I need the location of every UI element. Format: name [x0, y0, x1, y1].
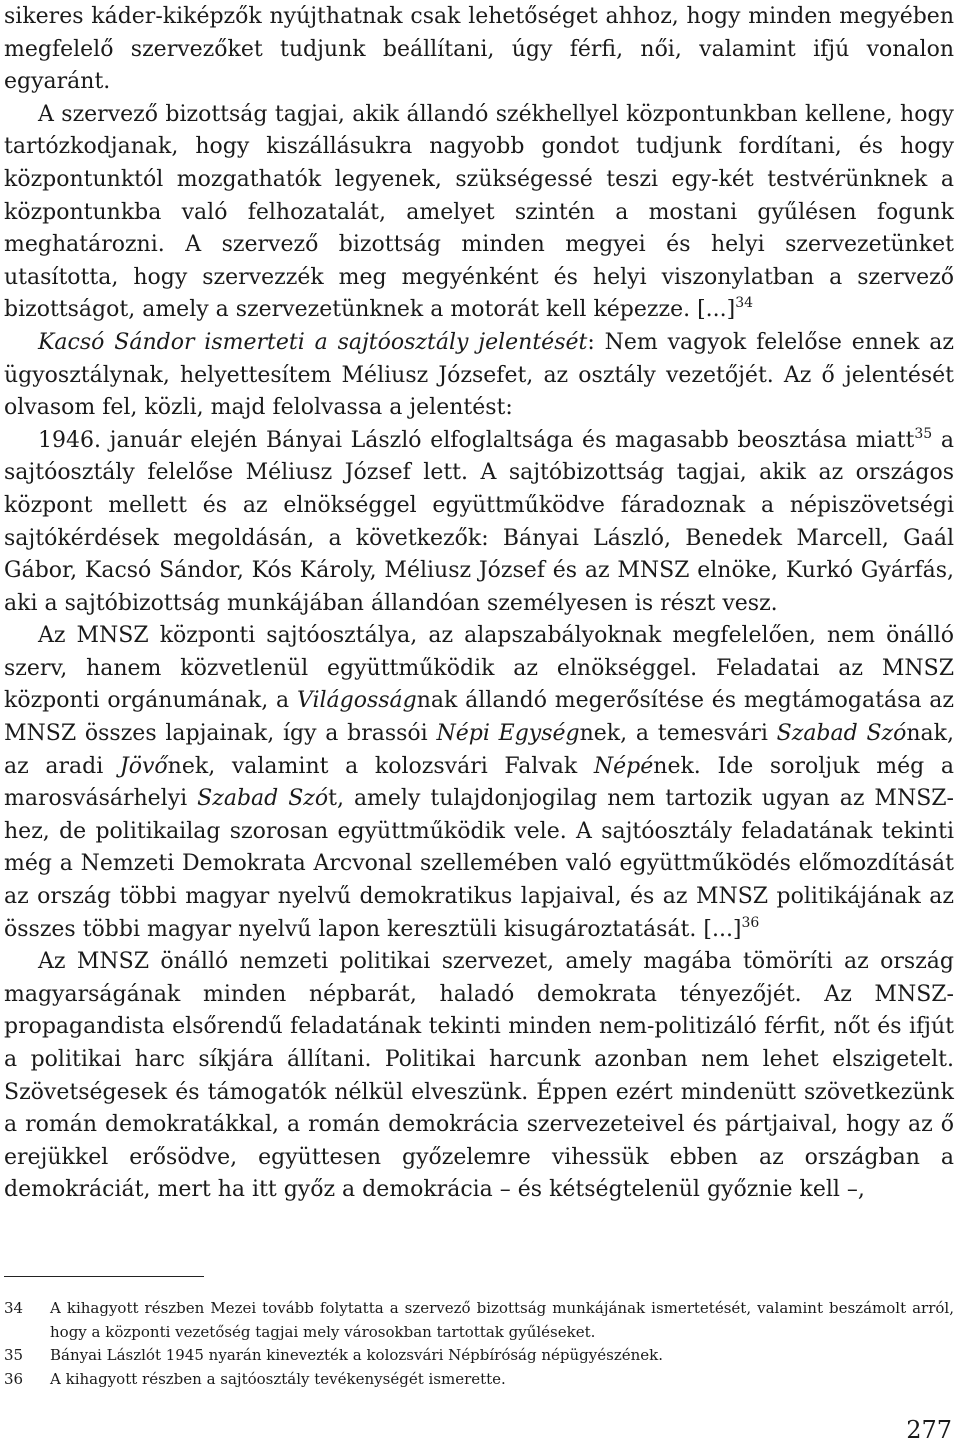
paragraph	[4, 425, 954, 621]
text-run: t, amely tulajdonjogilag nem tartozik ugyan az MNSZ-hez, de politikailag szorosan együttműködik vele. A sajtóosztály feladatának tekinti még a Nemzeti Demokrata Arcvonal szellemében való együttműködés előmozdítását az ország többi magyar nyelvű demokratikus lapjaival, és az MNSZ politikájának az összes többi magyar nyelvű lapon keresztüli kisugároztatását. [...]	[4, 786, 954, 942]
paragraph	[4, 327, 954, 425]
footnote-text: Bányai Lászlót 1945 nyarán kinevezték a kolozsvári Népbíróság népügyészének.	[50, 1346, 663, 1364]
text-run: nek. Ide soroljuk még a marosvásárhelyi	[4, 753, 955, 812]
footnote-text: A kihagyott részben a sajtóosztály tevékenységét ismerette.	[50, 1369, 506, 1388]
italic-text: Világosság	[296, 688, 417, 714]
italic-text: Szabad Szó	[197, 786, 329, 812]
text-run: nak állandó megerősítése és megtámogatása az MNSZ összes lapjainak, így a brassói	[4, 688, 954, 747]
text-run: Az MNSZ központi sajtóosztálya, az alapszabályoknak megfelelően, nem önálló szerv, hanem közvetlenül együttműködik az elnökséggel. Feladatai az MNSZ központi orgánumának, a	[4, 623, 954, 714]
footnote	[4, 1368, 954, 1392]
text-run: nak, az aradi	[4, 721, 954, 779]
italic-text: Népi Egység	[436, 721, 580, 747]
page-number: 277	[906, 1416, 952, 1444]
body-text	[4, 0, 954, 1207]
footnote-number: 36	[4, 1369, 24, 1388]
text-run: sikeres káder-kiképzők nyújthatnak csak lehetőséget ahhoz, hogy minden megyében megfelelő szervezőket tudjunk beállítani, úgy férfi, női, valamint ifjú vonalon egyaránt.	[4, 4, 954, 95]
paragraph	[4, 620, 954, 946]
text-run: a sajtóosztály felelőse Méliusz József lett. A sajtóbizottság tagjai, akik az országos központ mellett és az elnökséggel együttműködve fáradoznak a népiszövetségi sajtókérdések megoldásán, a következők: Bányai László, Benedek Marcell, Gaál Gábor, Kacsó Sándor, Kós Károly, Méliusz József és az MNSZ elnöke, Kurkó Gyárfás, aki a sajtóbizottság munkájában állandóan személyesen is részt vesz.	[4, 427, 954, 616]
footnote-reference: 34	[735, 295, 754, 312]
footnote-number: 35	[4, 1346, 24, 1364]
text-run: nek, valamint a kolozsvári Falvak	[167, 753, 594, 779]
paragraph	[4, 99, 954, 327]
text-run: 1946. január elején Bányai László elfoglaltsága és magasabb beosztása miatt	[38, 427, 915, 453]
footnote-reference: 36	[741, 914, 760, 931]
italic-text: Jövő	[119, 753, 168, 779]
footnote-number: 34	[4, 1299, 24, 1317]
page-body	[4, 0, 954, 1207]
footnote	[4, 1297, 954, 1344]
paragraph	[4, 1, 954, 99]
footnotes	[4, 1297, 954, 1391]
text-run: nek, a temesvári	[579, 721, 777, 747]
text-run: : Nem vagyok felelőse ennek az ügyosztálynak, helyettesítem Méliusz Józsefet, az osztály vezetőjét. Az ő jelentését olvasom fel, közli, majd felolvassa a jelentést:	[4, 329, 954, 421]
text-run: A szervező bizottság tagjai, akik állandó székhellyel központunkban kellene, hogy tartózkodjanak, hogy kiszállásukra nagyobb gondot tudjunk fordítani, és hogy központunktól mozgathatók legyenek, szükségessé teszi egy-két testvérünknek a központunkba való felhozatalát, amelyet szintén a mostani gyűlésen fogunk meghatározni. A szervező bizottság minden megyei és helyi szervezetünket utasította, hogy szervezzék meg megyénként és helyi viszonylatban a szervező bizottságot, amely a szervezetünknek a motorát kell képezze. [...]	[4, 101, 954, 323]
footnote-reference: 35	[914, 425, 933, 442]
italic-text: Kacsó Sándor ismerteti a sajtóosztály jelentését	[38, 329, 588, 355]
footnote-separator	[4, 1276, 204, 1277]
paragraph	[4, 946, 954, 1207]
text-run: Az MNSZ önálló nemzeti politikai szervezet, amely magába tömöríti az ország magyarságának minden népbarát, haladó demokrata tényezőjét. Az MNSZ-propagandista elsőrendű feladatának tekinti minden nem-politizáló férfit, nőt és ifjút a politikai harc síkjára állítani. Politikai harcunk azonban nem lehet elszigetelt. Szövetségesek és támogatók nélkül elveszünk. Éppen ezért mindenütt szövetkezünk a román demokratákkal, a román demokrácia szervezeteivel és pártjaival, hogy az ő erejükkel erősödve, együttesen győzelemre vihessük ebben az országban a demokráciát, mert ha itt győz a demokrácia – és kétségtelenül győznie kell –,	[4, 949, 954, 1203]
footnote	[4, 1344, 954, 1368]
footnote-text: A kihagyott részben Mezei tovább folytatta a szervező bizottság munkájának ismertetését, valamint beszámolt arról, hogy a központi vezetőség tagjai mely városokban tartottak gyűléseket.	[50, 1299, 954, 1341]
italic-text: Népé	[593, 753, 654, 779]
italic-text: Szabad Szó	[776, 721, 907, 747]
